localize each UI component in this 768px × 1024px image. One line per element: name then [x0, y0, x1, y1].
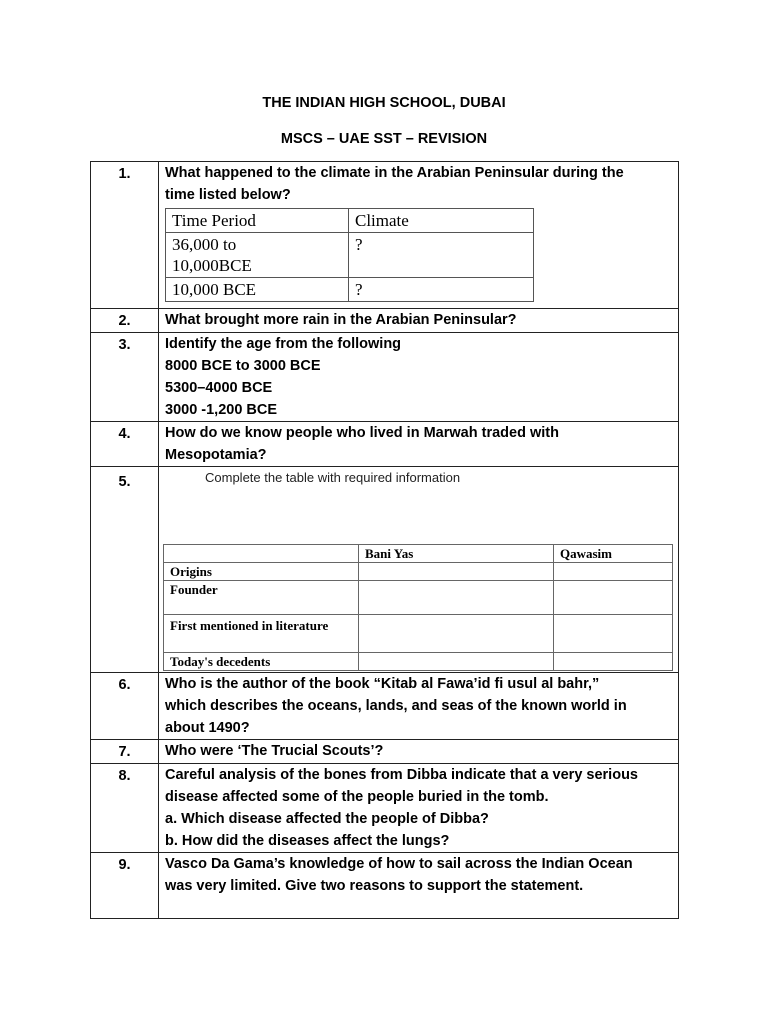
climate-cell-period: 10,000 BCE: [166, 278, 349, 302]
question-number: 4.: [91, 422, 159, 467]
tribes-table: [163, 544, 673, 671]
question-row-2: [91, 309, 679, 333]
question-row-5: [91, 467, 679, 673]
question-text: [159, 162, 679, 309]
question-text: [159, 333, 679, 422]
tribes-row-label: First mentioned in literature: [164, 615, 359, 653]
question-row-7: [91, 740, 679, 764]
question-text: [159, 309, 679, 333]
question-line: disease affected some of the people buried in the tomb.: [165, 789, 549, 805]
question-text: [159, 467, 679, 673]
question-number: 8.: [91, 764, 159, 853]
question-number: 1.: [91, 162, 159, 309]
question-line: 8000 BCE to 3000 BCE: [165, 358, 321, 374]
question-line: a. Which disease affected the people of Dibba?: [165, 811, 489, 827]
question-line: which describes the oceans, lands, and seas of the known world in: [165, 698, 627, 714]
question-line: about 1490?: [165, 720, 250, 736]
tribes-row-label: Founder: [164, 581, 359, 615]
question-row-6: [91, 673, 679, 740]
question-row-8: [91, 764, 679, 853]
climate-header-climate: Climate: [349, 209, 534, 233]
question-line: What happened to the climate in the Arabian Peninsular during the: [165, 165, 624, 181]
climate-cell-value: ?: [349, 278, 534, 302]
question-line: 5300–4000 BCE: [165, 380, 273, 396]
tribes-cell: [554, 615, 673, 653]
question-line: Careful analysis of the bones from Dibba indicate that a very serious: [165, 767, 638, 783]
question-line: Mesopotamia?: [165, 447, 267, 463]
question-number: 5.: [91, 467, 159, 673]
climate-header-time: Time Period: [166, 209, 349, 233]
tribes-header-qawasim: Qawasim: [554, 545, 673, 563]
tribes-cell: [554, 653, 673, 671]
question-text: [159, 740, 679, 764]
question-text: [159, 764, 679, 853]
question-text: [159, 422, 679, 467]
question-line: Identify the age from the following: [165, 336, 402, 352]
question-row-4: [91, 422, 679, 467]
question-number: 6.: [91, 673, 159, 740]
question-line: b. How did the diseases affect the lungs?: [165, 833, 450, 849]
question-line: 3000 -1,200 BCE: [165, 402, 278, 418]
question-row-3: [91, 333, 679, 422]
question-line: What brought more rain in the Arabian Peninsular?: [165, 312, 517, 328]
question-line: was very limited. Give two reasons to support the statement.: [165, 878, 584, 894]
table-caption: Complete the table with required information: [205, 470, 461, 485]
question-line: Who were ‘The Trucial Scouts’?: [165, 743, 384, 759]
tribes-header-bani-yas: Bani Yas: [359, 545, 554, 563]
question-number: 3.: [91, 333, 159, 422]
question-number: 7.: [91, 740, 159, 764]
tribes-cell: [359, 615, 554, 653]
school-name: THE INDIAN HIGH SCHOOL, DUBAI: [262, 95, 506, 111]
question-row-9: [91, 853, 679, 919]
questions-table: [90, 161, 679, 919]
tribes-cell: [359, 581, 554, 615]
question-text: [159, 853, 679, 919]
climate-cell-period: 36,000 to 10,000BCE: [166, 233, 349, 278]
question-line: time listed below?: [165, 187, 291, 203]
question-text: [159, 673, 679, 740]
tribes-row-label: Origins: [164, 563, 359, 581]
tribes-cell: [359, 653, 554, 671]
tribes-row-label: Today's decedents: [164, 653, 359, 671]
question-row-1: [91, 162, 679, 309]
tribes-figure: [159, 467, 678, 672]
question-number: 9.: [91, 853, 159, 919]
worksheet-title: MSCS – UAE SST – REVISION: [280, 131, 488, 147]
climate-cell-value: ?: [349, 233, 534, 278]
question-line: Who is the author of the book “Kitab al Fawa’id fi usul al bahr,”: [165, 676, 600, 692]
question-line: How do we know people who lived in Marwah traded with: [165, 425, 559, 441]
tribes-cell: [554, 563, 673, 581]
tribes-cell: [359, 563, 554, 581]
tribes-cell: [554, 581, 673, 615]
climate-table: [165, 208, 534, 302]
question-number: 2.: [91, 309, 159, 333]
question-line: Vasco Da Gama’s knowledge of how to sail across the Indian Ocean: [165, 856, 633, 872]
tribes-header-blank: [164, 545, 359, 563]
